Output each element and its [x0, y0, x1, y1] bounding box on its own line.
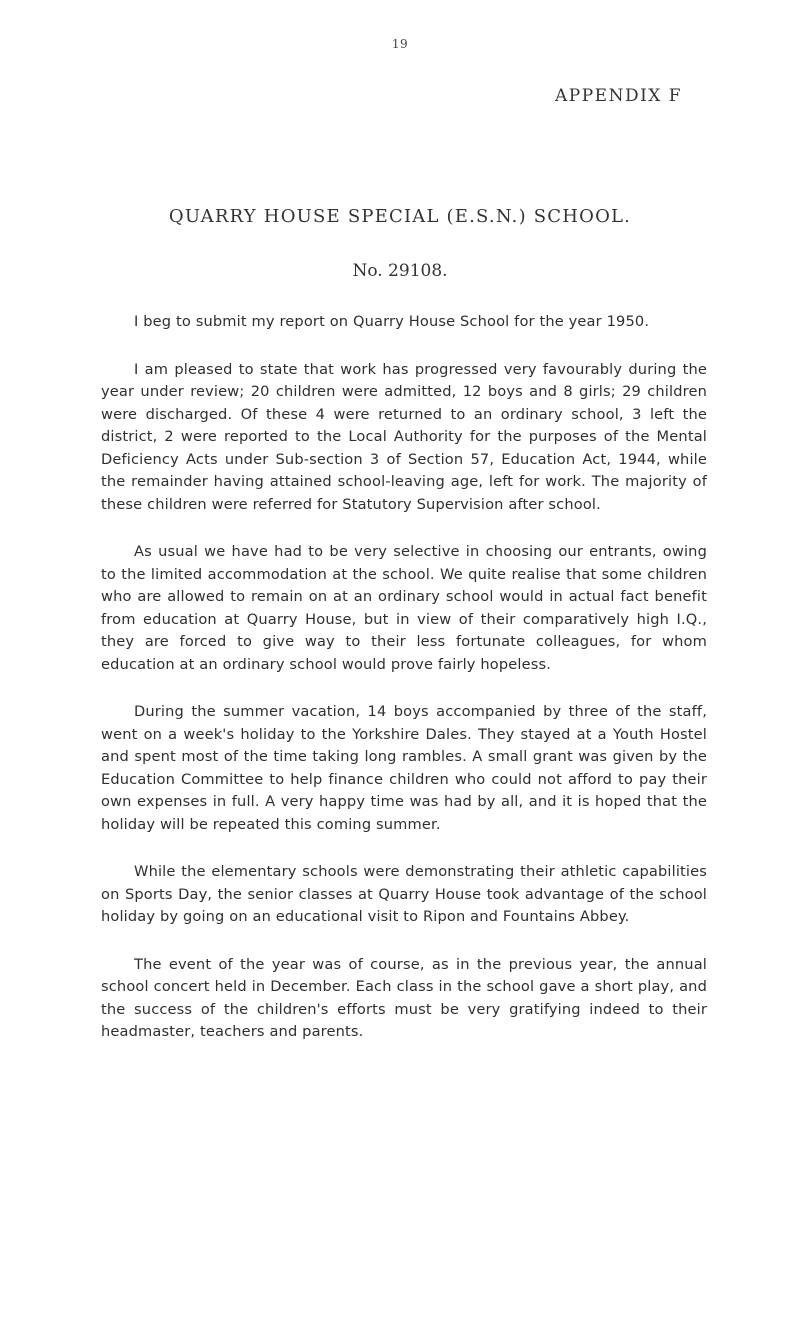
appendix-heading: APPENDIX F [555, 86, 683, 106]
paragraph-admissions: I am pleased to state that work has progressed very favourably during the year under review; 20 children were admitted, 12 boys and 8 girls; 29 children were discharged. Of these 4 were returned to an ordinary school, 3 left the district, 2 were reported to the Local Authority for the purposes of the Mental Deficiency Acts under Sub-section 3 of Section 57, Education Act, 1944, while the remainder having attained school-leaving age, left for work. The majority of these children were referred for Statutory Supervision after school. [101, 360, 707, 513]
page-number: 19 [391, 37, 409, 51]
paragraph-intro: I beg to submit my report on Quarry House School for the year 1950. [134, 313, 650, 330]
paragraph-concert: The event of the year was of course, as in the previous year, the annual school concert held in December. Each class in the school gave a short play, and the success of the children's efforts must be very gratifying indeed to their headmaster, teachers and parents. [101, 955, 707, 1040]
paragraph-selection: As usual we have had to be very selective in choosing our entrants, owing to the limited accommodation at the school. We quite realise that some children who are allowed to remain on at an ordinary school would in actual fact benefit from education at Quarry House, but in view of their comparatively high I.Q., they are forced to give way to their less fortunate colleagues, for whom education at an ordinary school would prove fairly hopeless. [101, 543, 707, 673]
document-title: QUARRY HOUSE SPECIAL (E.S.N.) SCHOOL. [168, 206, 632, 227]
report-body [101, 311, 707, 1069]
reference-number: No. 29108. [352, 261, 448, 281]
paragraph-holiday: During the summer vacation, 14 boys accompanied by three of the staff, went on a week's holiday to the Yorkshire Dales. They stayed at a Youth Hostel and spent most of the time taking long rambles. A small grant was given by the Education Committee to help finance children who could not afford to pay their own expenses in full. A very happy time was had by all, and it is hoped that the holiday will be repeated this coming summer. [101, 703, 707, 833]
paragraph-sports-day: While the elementary schools were demonstrating their athletic capabilities on Sports Day, the senior classes at Quarry House took advantage of the school holiday by going on an educational visit to Ripon and Fountains Abbey. [101, 863, 707, 925]
